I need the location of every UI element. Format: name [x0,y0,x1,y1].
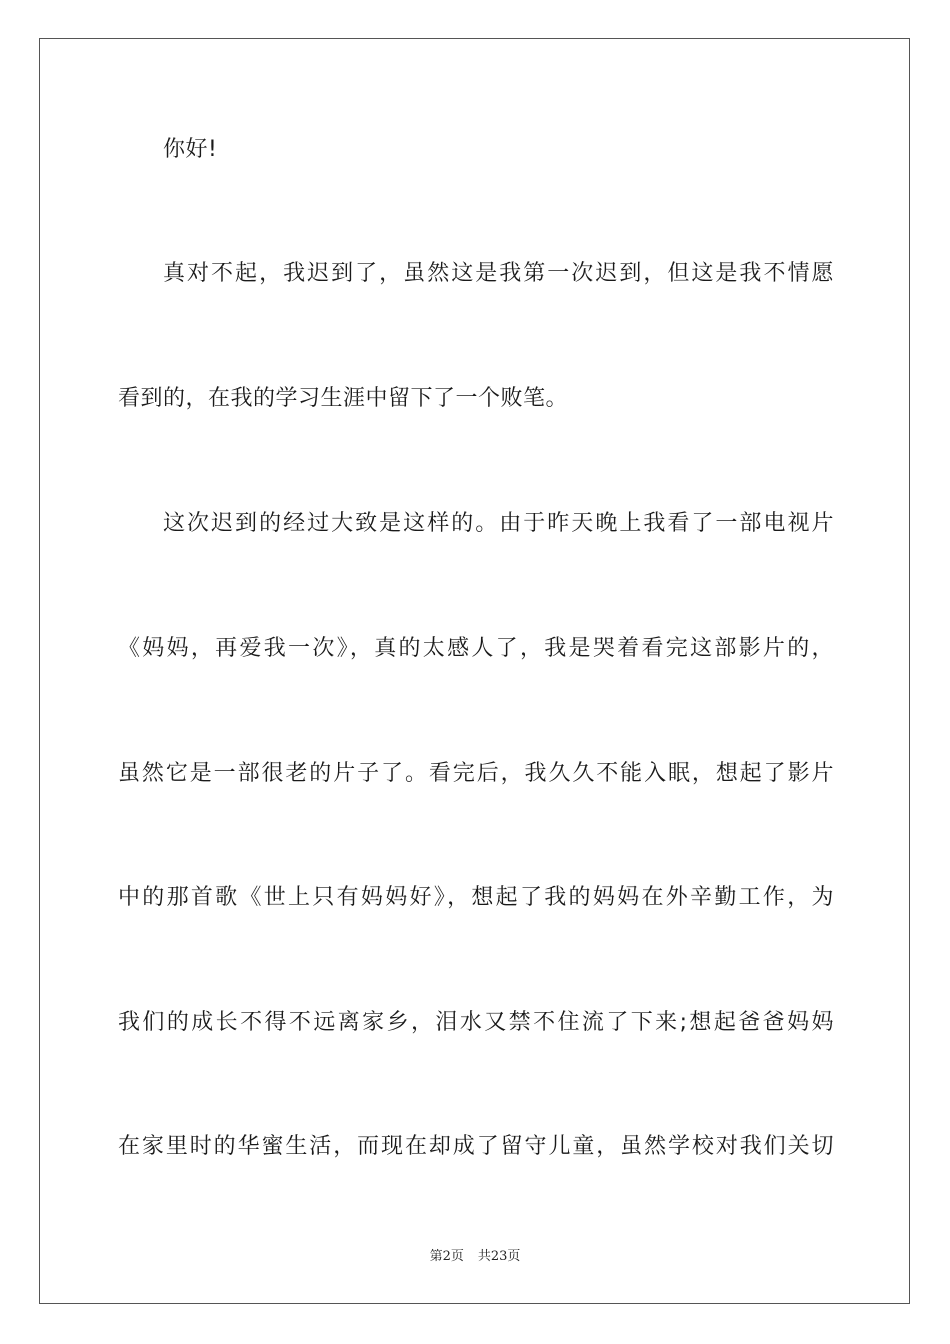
paragraph-line: 我们的成长不得不远离家乡，泪水又禁不住流了下来;想起爸爸妈妈 [118,1010,834,1035]
greeting-line: 你好! [163,137,218,162]
page-footer [0,1248,950,1266]
page-number: 第2页 [429,1249,464,1264]
paragraph-line: 中的那首歌《世上只有妈妈好》，想起了我的妈妈在外辛勤工作，为 [118,885,834,910]
paragraph-line: 在家里时的华蜜生活，而现在却成了留守儿童，虽然学校对我们关切 [118,1134,834,1159]
page-border [39,38,910,1304]
page-total: 共23页 [477,1249,521,1264]
paragraph-line: 这次迟到的经过大致是这样的。由于昨天晚上我看了一部电视片 [163,511,834,536]
paragraph-line: 虽然它是一部很老的片子了。看完后，我久久不能入眠，想起了影片 [118,761,834,786]
paragraph-line: 真对不起，我迟到了，虽然这是我第一次迟到，但这是我不情愿 [163,261,834,286]
paragraph-line: 《妈妈，再爱我一次》，真的太感人了，我是哭着看完这部影片的， [118,636,834,661]
paragraph-line: 看到的，在我的学习生涯中留下了一个败笔。 [118,386,569,411]
